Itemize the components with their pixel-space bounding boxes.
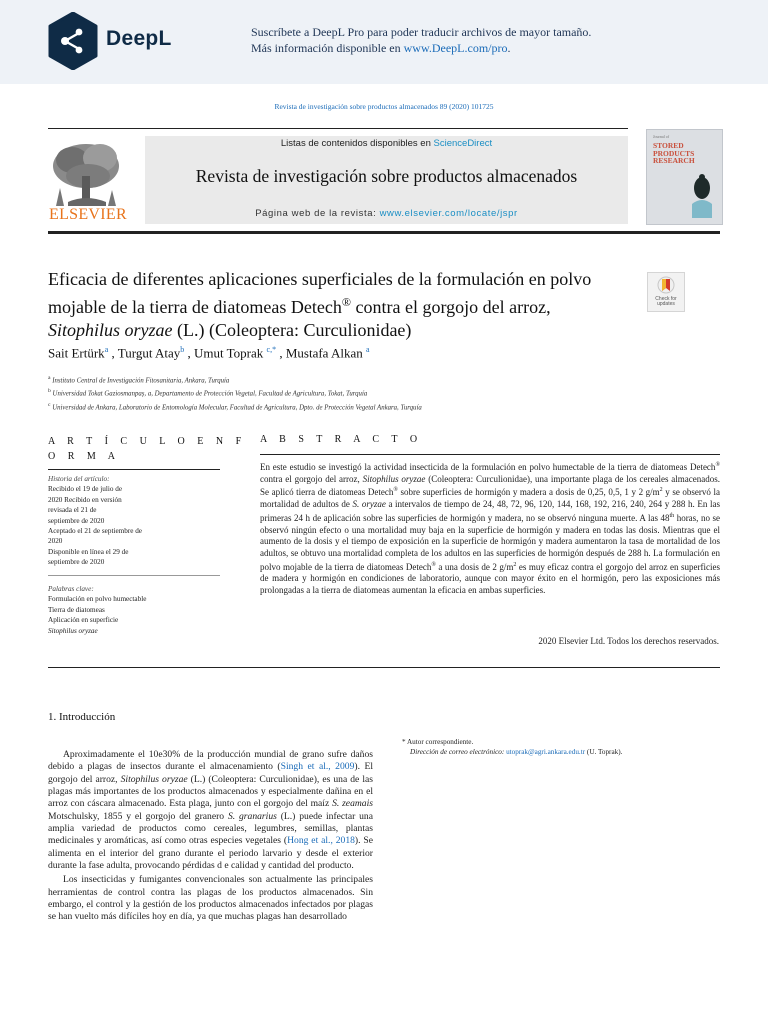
title-species: Sitophilus oryzae	[48, 320, 173, 340]
check-updates-icon[interactable]	[647, 272, 685, 312]
title-line-3	[48, 319, 648, 342]
history-line: Aceptado el 21 de septiembre de	[48, 527, 142, 536]
author-list: Sait Ertürk$^a$ , Turgut Atay$^b$ , Umut Toprak $^{c,*}$ , Mustafa Alkan $^a$	[48, 345, 370, 361]
history-label: Historia del artículo:	[48, 475, 110, 483]
introduction-heading: 1. Introducción	[48, 711, 116, 723]
journal-title: Revista de investigación sobre productos almacenados	[195, 166, 578, 186]
article-info-rule	[48, 469, 220, 470]
article-info-heading	[48, 434, 246, 464]
affiliation-text: Universidad de Ankara, Laboratorio de Entomología Molecular, Facultad de Agricultura, Dpto. de Protección Vegetal Ankara, Turquía	[52, 403, 422, 411]
affiliation-mark: c	[48, 401, 51, 408]
author-affiliation-mark[interactable]: a	[104, 345, 109, 354]
keywords-rule	[48, 575, 220, 576]
keyword-item: Aplicación en superficie	[48, 616, 119, 625]
author-name[interactable]: Umut Toprak	[194, 345, 264, 361]
header-top-rule	[48, 128, 628, 129]
abstract-segment: y se observó la mortalidad de adultos de	[260, 487, 720, 510]
history-line: 2020	[48, 537, 63, 546]
introduction-body	[48, 749, 373, 924]
intro-species: Sitophilus oryzae	[120, 773, 188, 785]
journal-cover-icon	[646, 129, 723, 225]
history-line: septiembre de 2020	[48, 516, 105, 525]
abstract-segment: es muy eficaz contra el gorgojo del arroz en superficies de madera y hormigón en condiciones de laboratorio, aunque con mayor éxito en el hormigón, pero las exposiciones más prolongadas a la tierra de diatomeas aumentan la eficacia en ambas superficies.	[260, 561, 720, 596]
affiliation-text: Instituto Central de Investigación Fitosanitaria, Ankara, Turquía	[52, 377, 230, 385]
author-email-link[interactable]: utoprak@agri.ankara.edu.tr	[506, 748, 586, 757]
author-name[interactable]: Turgut Atay	[117, 345, 181, 361]
banner-message	[251, 24, 591, 56]
contents-availability	[145, 138, 628, 149]
registered-mark: ®	[431, 561, 436, 568]
corresponding-author-footnote	[402, 737, 622, 758]
affiliation-text: Universidad Tokat Gaziosmanpaș, a, Departamento de Protección Vegetal, Facultad de Agricultura, Tokat, Turquía	[52, 390, 368, 398]
keyword-item: Formulación en polvo humectable	[48, 595, 147, 604]
affiliation-item	[48, 386, 422, 399]
title-line-2-post: contra el gorgojo del arroz,	[351, 297, 551, 317]
copyright-notice: 2020 Elsevier Ltd. Todos los derechos reservados.	[538, 636, 719, 646]
abstract-segment: En este estudio se investigó la actividad insecticida de la formulación en polvo humectable de la tierra de diatomeas Detech	[260, 462, 716, 472]
affiliation-item	[48, 373, 422, 386]
check-updates-label: Check for updates	[655, 296, 677, 307]
abstract-segment: (Coleoptera: Curculionidae), una importante plaga de los cereales almacenados. Se aplicó tierra de diatomeas Detech	[260, 473, 721, 498]
deepl-pro-link[interactable]: www.DeepL.com/pro	[403, 41, 508, 55]
cover-title: STORED PRODUCTS RESEARCH	[653, 141, 695, 165]
intro-species: S. granarius	[227, 810, 277, 822]
citation-link[interactable]: Hong et al., 2018	[287, 835, 355, 847]
abstract-segment: horas, no se observó ningún efecto o una mortalidad muy baja en la superficie de hormigón y madera en todas las dosis. Mientras que el aumento de la dosis y el tiempo de exposición en la superficie de hormigón y madera aumentaron la tasa de mortalidad de los adultos, se obtuvo una mortalidad completa de los adultos en las superficies de hormigón después de 288 h. La formulación en polvo mojable de la tierra de diatomeas Detech	[260, 512, 720, 572]
superscript-th: th	[669, 512, 675, 519]
journal-homepage-link[interactable]: www.elsevier.com/locate/jspr	[379, 208, 518, 219]
abstract-species: Sitophilus oryzae	[362, 473, 426, 484]
author-name[interactable]: Sait Ertürk	[48, 345, 105, 361]
journal-reference[interactable]: Revista de investigación sobre productos almacenados 89 (2020) 101725	[274, 102, 494, 111]
intro-segment: ). Se alimenta en el interior del grano durante el periodo larvario y desde el exterior durante la fase adulta, provocando pérdidas d e calidad y cantidad del producto.	[48, 835, 373, 872]
footnote-suffix: (U. Toprak).	[585, 748, 623, 757]
keywords-label: Palabras clave:	[48, 585, 94, 593]
deepl-logo-icon[interactable]	[48, 12, 98, 70]
deepl-banner	[0, 0, 768, 84]
affiliation-mark: a	[48, 375, 51, 381]
abstract-segment: a una dosis de 2 g/m	[435, 561, 514, 572]
superscript-2: 2	[513, 561, 517, 568]
journal-homepage	[145, 208, 628, 219]
contents-prefix: Listas de contenidos disponibles en	[280, 138, 434, 149]
history-line: septiembre de 2020	[48, 558, 105, 567]
citation-link[interactable]: Singh et al., 2009	[280, 761, 355, 773]
registered-mark: ®	[341, 295, 351, 309]
intro-segment: Motschulsky, 1855 y el gorgojo del granero	[48, 810, 228, 822]
history-line: Recibido el 19 de julio de	[48, 485, 123, 494]
author-affiliation-mark[interactable]: b	[180, 345, 185, 354]
section-divider	[48, 667, 720, 668]
article-title	[48, 268, 648, 342]
footnote-email-label: Dirección de correo electrónico:	[410, 748, 507, 757]
affiliation-mark: b	[48, 388, 51, 395]
article-info-heading-line-1: A R T Í C U L O E N F	[48, 436, 247, 447]
footnote-line-2	[402, 747, 622, 757]
intro-segment: ). El gorgojo del arroz,	[48, 761, 373, 785]
beetle-icon	[687, 174, 717, 220]
abstract-rule	[260, 454, 720, 455]
banner-line-2-prefix: Más información disponible en	[251, 41, 404, 55]
banner-line-2	[251, 40, 591, 56]
abstract-species: S. oryzae	[352, 499, 386, 510]
journal-header	[145, 136, 628, 224]
abstract-segment: contra el gorgojo del arroz,	[260, 473, 363, 484]
intro-paragraph: Los insecticidas y fumigantes convencionales son actualmente las principales herramientas de control contra las plagas de los productos almacenados. Sin embargo, el control y la gestión de los productos almacenados infectados por plagas se han vuelto más difíciles hoy en día, ya que muchas plagas han desarrollado	[48, 874, 373, 923]
deepl-brand-name: DeepL	[106, 27, 172, 50]
sciencedirect-link[interactable]: ScienceDirect	[433, 138, 493, 149]
author-affiliation-mark[interactable]: c,*	[266, 345, 277, 354]
keyword-item: Tierra de diatomeas	[48, 605, 105, 614]
intro-species: S. zeamais	[332, 798, 373, 810]
header-bottom-rule	[48, 231, 720, 234]
registered-mark: ®	[715, 462, 720, 468]
abstract-segment: sobre superficies de hormigón y madera a dosis de 0,25, 0,5, 1 y 2 g/m	[397, 487, 660, 498]
cover-kicker: Journal of	[653, 134, 670, 139]
keyword-item: Sitophilus oryzae	[48, 626, 98, 635]
banner-line-2-suffix: .	[507, 41, 511, 55]
history-line: 2020 Recibido en versión	[48, 495, 122, 504]
elsevier-wordmark: ELSEVIER	[49, 206, 127, 223]
history-line: revisada el 21 de	[48, 506, 97, 515]
article-info-heading-line-2: O R M A	[48, 451, 120, 462]
title-line-1: Eficacia de diferentes aplicaciones superficiales de la formulación en polvo	[48, 269, 592, 289]
author-affiliation-mark[interactable]: a	[366, 345, 370, 354]
affiliation-list	[48, 373, 422, 413]
intro-segment: Aproximadamente el 10e30% de la producción mundial de grano sufre daños debido a plagas de insectos durante el almacenamiento (	[48, 749, 373, 773]
title-line-3-post: (L.) (Coleoptera: Curculionidae)	[172, 320, 412, 340]
affiliation-item	[48, 400, 422, 413]
intro-segment: (L.) puede infectar una amplia variedad de productos como cereales, legumbres, semillas, plantas medicinales y aromáticas, así como otras especies vegetales (	[48, 810, 373, 847]
intro-paragraph	[48, 749, 373, 872]
superscript-2: 2	[659, 487, 663, 494]
registered-mark: ®	[393, 487, 398, 494]
banner-line-1: Suscríbete a DeepL Pro para poder traducir archivos de mayor tamaño.	[251, 25, 592, 39]
abstract-text	[260, 460, 720, 597]
abstract-segment: a intervalos de tiempo de 24, 48, 72, 96, 120, 144, 168, 192, 216, 240, 264 y 288 h. En las primeras 24 h de aplicación sobre las superficies de hormigón y madera, no se observó ninguna muerte. A las 48	[260, 499, 721, 523]
bookmark-icon	[657, 276, 675, 296]
abstract-heading: A B S T R A C T O	[260, 434, 423, 445]
history-line: Disponible en línea el 29 de	[48, 547, 129, 556]
author-name[interactable]: Mustafa Alkan	[285, 345, 363, 361]
title-line-2	[48, 291, 648, 319]
footnote-line-1: * Autor correspondiente.	[402, 738, 474, 746]
keywords-section	[48, 584, 208, 636]
homepage-prefix: Página web de la revista:	[255, 208, 380, 219]
title-line-2-pre: mojable de la tierra de diatomeas Detech	[48, 297, 342, 317]
article-history	[48, 474, 178, 568]
intro-segment: (L.) (Coleoptera: Curculionidae), es una de las plagas más importantes de los productos almacenados y especialmente dañina en el arroz con cáscara almacenado. Esta plaga, junto con el gorgojo del maíz	[48, 773, 373, 810]
